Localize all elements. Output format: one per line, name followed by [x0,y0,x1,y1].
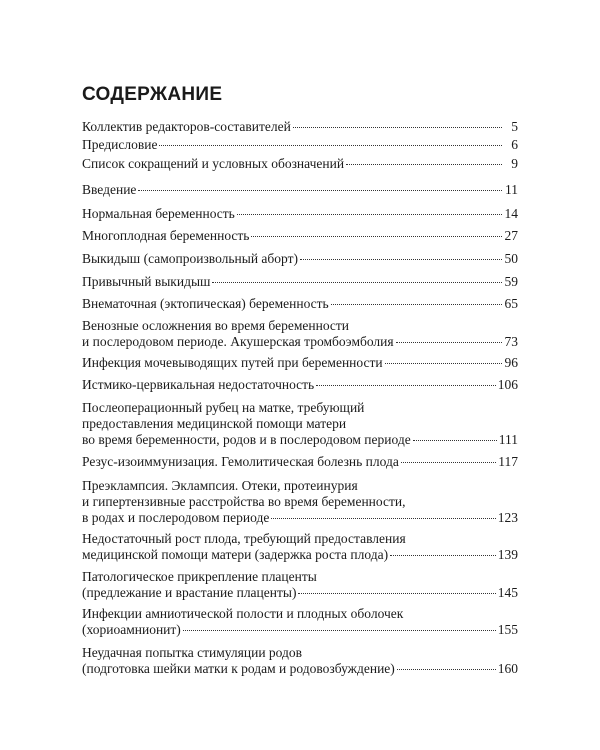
toc-entry-title-line: и гипертензивные расстройства во время беременности, [82,494,406,509]
dot-leader [251,236,502,237]
toc-entry-title-line: Патологическое прикрепление плаценты [82,569,317,584]
dot-leader [385,363,502,364]
toc-entry-title-line: Многоплодная беременность [82,228,250,243]
toc-entry-page-number: 11 [505,182,518,197]
page-title: СОДЕРЖАНИЕ [82,84,223,105]
toc-entry[interactable] [82,156,518,172]
toc-entry-page-number: 73 [504,334,518,349]
toc-entry-title-line: Венозные осложнения во время беременности [82,318,350,333]
toc-entry[interactable] [82,119,518,135]
toc-entry-title-line: Выкидыш (самопроизвольный аборт) [82,251,299,266]
toc-entry-title-line: Список сокращений и условных обозначений [82,156,345,171]
toc-entry-page-number: 27 [504,228,518,243]
toc-entry-page-number: 6 [511,137,518,152]
toc-entry[interactable] [82,274,518,290]
toc-entry-title-line: Неудачная попытка стимуляции родов [82,645,303,660]
dot-leader [237,214,502,215]
toc-entry[interactable] [82,355,518,371]
toc-entry-title-line: Нормальная беременность [82,206,235,221]
toc-entry-page-number: 145 [497,585,518,600]
dot-leader [183,630,496,631]
toc-entry-title-line: Инфекция мочевыводящих путей при беременности [82,355,383,370]
toc-entry-page-number: 50 [504,251,518,266]
toc-entry-title-line: Недостаточный рост плода, требующий предоставления [82,531,406,546]
toc-entry[interactable] [82,569,518,601]
toc-entry-title-line: (подготовка шейки матки к родам и родовозбуждение) [82,661,395,676]
dot-leader [397,669,496,670]
toc-entry[interactable] [82,645,518,677]
toc-entry-title-line: медицинской помощи матери (задержка роста плода) [82,547,389,562]
toc-entry[interactable] [82,606,518,638]
toc-entry-page-number: 5 [511,119,518,134]
toc-entry-page-number: 59 [504,274,518,289]
toc-entry[interactable] [82,454,518,470]
toc-entry-title-line: (хориоамнионит) [82,622,181,637]
toc-entry[interactable] [82,251,518,267]
toc-entry-title-line: Преэклампсия. Эклампсия. Отеки, протеинурия [82,478,358,493]
toc-entry[interactable] [82,531,518,563]
dot-leader [331,304,502,305]
dot-leader [300,259,502,260]
dot-leader [298,593,495,594]
toc-entry[interactable] [82,400,518,448]
toc-entry-title-line: (предлежание и врастание плаценты) [82,585,297,600]
toc-entry[interactable] [82,182,518,198]
toc-entry-title-line: Коллектив редакторов-составителей [82,119,291,134]
toc-entry-page-number: 155 [497,622,518,637]
dot-leader [293,127,502,128]
toc-entry-page-number: 123 [497,510,518,525]
toc-entry[interactable] [82,137,518,153]
toc-entry-title-line: Предисловие [82,137,158,152]
toc-entry-page-number: 106 [497,377,518,392]
dot-leader [390,555,496,556]
toc-entry[interactable] [82,377,518,393]
toc-entry-page-number: 9 [511,156,518,171]
toc-entry-title-line: предоставления медицинской помощи матери [82,416,347,431]
toc-entry-page-number: 160 [497,661,518,676]
dot-leader [316,385,496,386]
dot-leader [159,145,502,146]
toc-entry-title-line: Введение [82,182,137,197]
toc-entry-title-line: Привычный выкидыш [82,274,211,289]
dot-leader [138,190,502,191]
toc-entry[interactable] [82,296,518,312]
toc-entry[interactable] [82,318,518,350]
toc-entry-page-number: 96 [504,355,518,370]
dot-leader [346,164,502,165]
dot-leader [212,282,502,283]
toc-entry-page-number: 65 [504,296,518,311]
toc-entry[interactable] [82,206,518,222]
toc-entry-title-line: в родах и послеродовом периоде [82,510,270,525]
toc-entry[interactable] [82,228,518,244]
toc-entry-title-line: Резус-изоиммунизация. Гемолитическая болезнь плода [82,454,399,469]
dot-leader [396,342,502,343]
toc-entry-page-number: 139 [497,547,518,562]
toc-entry-page-number: 14 [504,206,518,221]
toc-entry-title-line: во время беременности, родов и в послеродовом периоде [82,432,411,447]
toc-entry[interactable] [82,478,518,526]
dot-leader [401,462,496,463]
toc-entry-title-line: Инфекции амниотической полости и плодных оболочек [82,606,404,621]
toc-entry-title-line: Внематочная (эктопическая) беременность [82,296,329,311]
toc-entry-title-line: Послеоперационный рубец на матке, требующий [82,400,365,415]
toc-entry-title-line: Истмико-цервикальная недостаточность [82,377,315,392]
toc-entry-page-number: 111 [498,432,518,447]
dot-leader [271,518,495,519]
toc-entry-title-line: и послеродовом периоде. Акушерская тромбоэмболия [82,334,394,349]
dot-leader [413,440,497,441]
toc-entry-page-number: 117 [498,454,518,469]
